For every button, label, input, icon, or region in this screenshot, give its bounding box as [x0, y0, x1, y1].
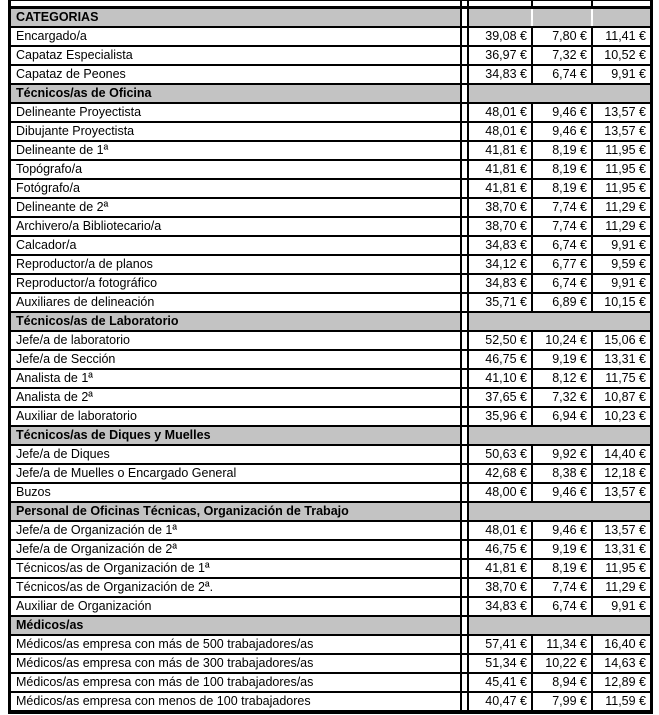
table-row: [11, 292, 650, 311]
category-cell: Analista de 1ª: [16, 371, 93, 385]
category-cell: Jefe/a de Organización de 2ª: [16, 542, 177, 556]
value-cell: 57,41 €: [469, 636, 533, 653]
value-cell: 45,41 €: [469, 674, 533, 691]
section-values-cell: [469, 617, 650, 634]
category-cell: Médicos/as empresa con más de 300 trabajadores/as: [16, 656, 314, 670]
table-row: [11, 64, 650, 83]
value-cell: 8,12 €: [533, 370, 593, 387]
value-cell: 8,19 €: [533, 180, 593, 197]
column-gap: [460, 465, 469, 482]
category-cell: Auxiliares de delineación: [16, 295, 155, 309]
column-gap: [460, 579, 469, 596]
category-cell: Dibujante Proyectista: [16, 124, 135, 138]
value-cell: 13,57 €: [604, 523, 646, 537]
value-cell: 11,95 €: [605, 143, 646, 157]
wage-table: [8, 0, 653, 714]
value-cell: 8,19 €: [533, 161, 593, 178]
value-cell: 9,91 €: [611, 599, 646, 613]
value-cell: 41,81 €: [469, 180, 533, 197]
section-header-row: [11, 311, 650, 330]
table-row: [11, 463, 650, 482]
category-cell: Delineante de 1ª: [16, 143, 109, 157]
column-gap: [460, 313, 469, 330]
table-row: [11, 387, 650, 406]
column-gap: [460, 446, 469, 463]
table-row: [11, 235, 650, 254]
value-cell: 9,91 €: [611, 276, 646, 290]
value-cell: 10,22 €: [533, 655, 593, 672]
value-cell: 8,19 €: [533, 560, 593, 577]
value-cell: 46,75 €: [469, 351, 533, 368]
value-cell: 41,81 €: [469, 560, 533, 577]
value-cell: 7,74 €: [533, 579, 593, 596]
value-cell: 34,83 €: [469, 275, 533, 292]
category-cell: Auxiliar de Organización: [16, 599, 152, 613]
category-cell: Fotógrafo/a: [16, 181, 80, 195]
table-row: [11, 159, 650, 178]
column-gap: [460, 28, 469, 45]
value-cell: 37,65 €: [469, 389, 533, 406]
table-row: [11, 539, 650, 558]
category-cell: Calcador/a: [16, 238, 77, 252]
column-gap: [460, 427, 469, 444]
value-cell: 48,01 €: [469, 104, 533, 121]
value-cell: 41,81 €: [469, 161, 533, 178]
value-cell: 10,24 €: [533, 332, 593, 349]
column-gap: [460, 560, 469, 577]
value-cell: 16,40 €: [604, 637, 646, 651]
table-row: [11, 558, 650, 577]
column-gap: [460, 370, 469, 387]
table-row: [11, 197, 650, 216]
category-cell: Auxiliar de laboratorio: [16, 409, 137, 423]
table-row: [11, 26, 650, 45]
category-cell: Jefe/a de Diques: [16, 447, 110, 461]
value-cell: 39,08 €: [469, 28, 533, 45]
value-cell: 7,74 €: [533, 218, 593, 235]
value-cell: 8,19 €: [533, 142, 593, 159]
clipped-row: [11, 0, 650, 6]
category-cell: Delineante de 2ª: [16, 200, 109, 214]
value-cell: 11,59 €: [605, 694, 646, 708]
category-cell: Reproductor/a de planos: [16, 257, 153, 271]
column-gap: [460, 161, 469, 178]
table-row: [11, 577, 650, 596]
value-cell: 12,18 €: [604, 466, 646, 480]
value-cell: 9,19 €: [533, 351, 593, 368]
value-cell: 34,83 €: [469, 598, 533, 615]
value-cell: 9,59 €: [611, 257, 646, 271]
category-cell: Jefe/a de Sección: [16, 352, 116, 366]
table-row: [11, 368, 650, 387]
column-gap: [460, 180, 469, 197]
table-row: [11, 653, 650, 672]
title-value-cell: [469, 9, 533, 26]
value-cell: 13,31 €: [604, 542, 646, 556]
value-cell: 7,32 €: [533, 389, 593, 406]
value-cell: 11,41 €: [605, 29, 646, 43]
value-cell: 10,52 €: [604, 48, 646, 62]
column-gap: [460, 142, 469, 159]
value-cell: 9,46 €: [533, 522, 593, 539]
column-gap: [460, 655, 469, 672]
table-title: CATEGORIAS: [11, 9, 460, 26]
value-cell: 8,38 €: [533, 465, 593, 482]
title-value-cell: [533, 9, 593, 26]
table-row: [11, 634, 650, 653]
value-cell: 38,70 €: [469, 218, 533, 235]
table-row: [11, 520, 650, 539]
column-gap: [460, 294, 469, 311]
value-cell: 42,68 €: [469, 465, 533, 482]
category-cell: Archivero/a Bibliotecario/a: [16, 219, 162, 233]
column-gap: [460, 218, 469, 235]
category-cell: Reproductor/a fotográfico: [16, 276, 158, 290]
value-cell: 6,74 €: [533, 275, 593, 292]
column-gap: [460, 484, 469, 501]
value-cell: 48,01 €: [469, 522, 533, 539]
table-row: [11, 691, 650, 710]
column-gap: [460, 1, 469, 6]
section-header-label: Personal de Oficinas Técnicas, Organización de Trabajo: [11, 503, 460, 520]
value-cell: 10,23 €: [604, 409, 646, 423]
column-gap: [460, 104, 469, 121]
value-cell: 35,96 €: [469, 408, 533, 425]
value-cell: 6,89 €: [533, 294, 593, 311]
value-cell: 8,94 €: [533, 674, 593, 691]
category-cell: [11, 1, 460, 6]
value-cell: 6,77 €: [533, 256, 593, 273]
value-cell: 9,46 €: [533, 104, 593, 121]
value-cell: 6,74 €: [533, 237, 593, 254]
column-gap: [460, 636, 469, 653]
table-row: [11, 406, 650, 425]
value-cell: 41,10 €: [469, 370, 533, 387]
value-cell: 13,57 €: [604, 485, 646, 499]
value-cell: 11,34 €: [533, 636, 593, 653]
value-cell: 11,29 €: [605, 200, 646, 214]
section-header-label: Técnicos/as de Oficina: [11, 85, 460, 102]
table-row: [11, 330, 650, 349]
value-cell: 11,29 €: [605, 219, 646, 233]
value-cell: 11,95 €: [605, 561, 646, 575]
category-cell: Jefe/a de laboratorio: [16, 333, 130, 347]
value-cell: [533, 1, 593, 6]
column-gap: [460, 66, 469, 83]
value-cell: 9,46 €: [533, 484, 593, 501]
value-cell: 6,74 €: [533, 598, 593, 615]
value-cell: 38,70 €: [469, 199, 533, 216]
section-values-cell: [469, 503, 650, 520]
value-cell: 15,06 €: [604, 333, 646, 347]
table-row: [11, 482, 650, 501]
category-cell: Delineante Proyectista: [16, 105, 142, 119]
category-cell: Analista de 2ª: [16, 390, 93, 404]
table-title-row: [11, 6, 650, 26]
table-row: [11, 140, 650, 159]
table-row: [11, 216, 650, 235]
value-cell: 48,00 €: [469, 484, 533, 501]
column-gap: [460, 693, 469, 710]
value-cell: 9,91 €: [611, 67, 646, 81]
column-gap: [460, 351, 469, 368]
category-cell: Buzos: [16, 485, 51, 499]
category-cell: Técnicos/as de Organización de 2ª.: [16, 580, 214, 594]
value-cell: 40,47 €: [469, 693, 533, 710]
value-cell: 7,99 €: [533, 693, 593, 710]
table-row: [11, 273, 650, 292]
value-cell: 50,63 €: [469, 446, 533, 463]
value-cell: 6,74 €: [533, 66, 593, 83]
value-cell: 9,92 €: [533, 446, 593, 463]
section-header-row: [11, 615, 650, 634]
column-gap: [460, 237, 469, 254]
column-gap: [460, 85, 469, 102]
value-cell: 11,95 €: [605, 162, 646, 176]
table-row: [11, 349, 650, 368]
value-cell: 14,40 €: [604, 447, 646, 461]
table-row: [11, 254, 650, 273]
value-cell: 10,87 €: [604, 390, 646, 404]
value-cell: 38,70 €: [469, 579, 533, 596]
section-values-cell: [469, 427, 650, 444]
value-cell: 34,12 €: [469, 256, 533, 273]
table-row: [11, 45, 650, 64]
column-gap: [460, 617, 469, 634]
table-body: [11, 6, 650, 710]
column-gap: [460, 47, 469, 64]
category-cell: Encargado/a: [16, 29, 87, 43]
value-cell: [469, 1, 533, 6]
value-cell: 9,46 €: [533, 123, 593, 140]
category-cell: Jefe/a de Muelles o Encargado General: [16, 466, 237, 480]
value-cell: 13,31 €: [604, 352, 646, 366]
section-values-cell: [469, 313, 650, 330]
category-cell: Médicos/as empresa con más de 100 trabajadores/as: [16, 675, 314, 689]
value-cell: 13,57 €: [604, 105, 646, 119]
table-row: [11, 121, 650, 140]
column-gap: [460, 598, 469, 615]
column-gap: [460, 503, 469, 520]
column-gap: [460, 541, 469, 558]
value-cell: 35,71 €: [469, 294, 533, 311]
section-header-label: Técnicos/as de Diques y Muelles: [11, 427, 460, 444]
category-cell: Médicos/as empresa con menos de 100 trabajadores: [16, 694, 311, 708]
column-gap: [460, 123, 469, 140]
column-gap: [460, 408, 469, 425]
column-gap: [460, 332, 469, 349]
section-header-row: [11, 83, 650, 102]
table-row: [11, 178, 650, 197]
value-cell: [593, 1, 650, 6]
section-values-cell: [469, 85, 650, 102]
value-cell: 52,50 €: [469, 332, 533, 349]
section-header-row: [11, 425, 650, 444]
table-row: [11, 596, 650, 615]
table-row: [11, 672, 650, 691]
category-cell: Jefe/a de Organización de 1ª: [16, 523, 177, 537]
category-cell: Capataz Especialista: [16, 48, 133, 62]
value-cell: 41,81 €: [469, 142, 533, 159]
column-gap: [460, 275, 469, 292]
value-cell: 48,01 €: [469, 123, 533, 140]
category-cell: Médicos/as empresa con más de 500 trabajadores/as: [16, 637, 314, 651]
section-header-label: Técnicos/as de Laboratorio: [11, 313, 460, 330]
value-cell: 7,74 €: [533, 199, 593, 216]
title-value-cell: [593, 9, 650, 26]
table-row: [11, 444, 650, 463]
value-cell: 9,19 €: [533, 541, 593, 558]
category-cell: Topógrafo/a: [16, 162, 83, 176]
value-cell: 7,32 €: [533, 47, 593, 64]
value-cell: 51,34 €: [469, 655, 533, 672]
value-cell: 14,63 €: [604, 656, 646, 670]
category-cell: Capataz de Peones: [16, 67, 126, 81]
value-cell: 11,29 €: [605, 580, 646, 594]
value-cell: 46,75 €: [469, 541, 533, 558]
value-cell: 9,91 €: [611, 238, 646, 252]
value-cell: 7,80 €: [533, 28, 593, 45]
value-cell: 10,15 €: [604, 295, 646, 309]
section-header-label: Médicos/as: [11, 617, 460, 634]
column-gap: [460, 522, 469, 539]
value-cell: 11,95 €: [605, 181, 646, 195]
value-cell: 34,83 €: [469, 66, 533, 83]
value-cell: 34,83 €: [469, 237, 533, 254]
table-row: [11, 102, 650, 121]
value-cell: 6,94 €: [533, 408, 593, 425]
value-cell: 12,89 €: [604, 675, 646, 689]
section-header-row: [11, 501, 650, 520]
category-cell: Técnicos/as de Organización de 1ª: [16, 561, 210, 575]
value-cell: 36,97 €: [469, 47, 533, 64]
column-gap: [460, 389, 469, 406]
value-cell: 13,57 €: [604, 124, 646, 138]
value-cell: 11,75 €: [605, 371, 646, 385]
column-gap: [460, 256, 469, 273]
column-gap: [460, 199, 469, 216]
column-gap: [460, 674, 469, 691]
column-gap: [460, 9, 469, 26]
